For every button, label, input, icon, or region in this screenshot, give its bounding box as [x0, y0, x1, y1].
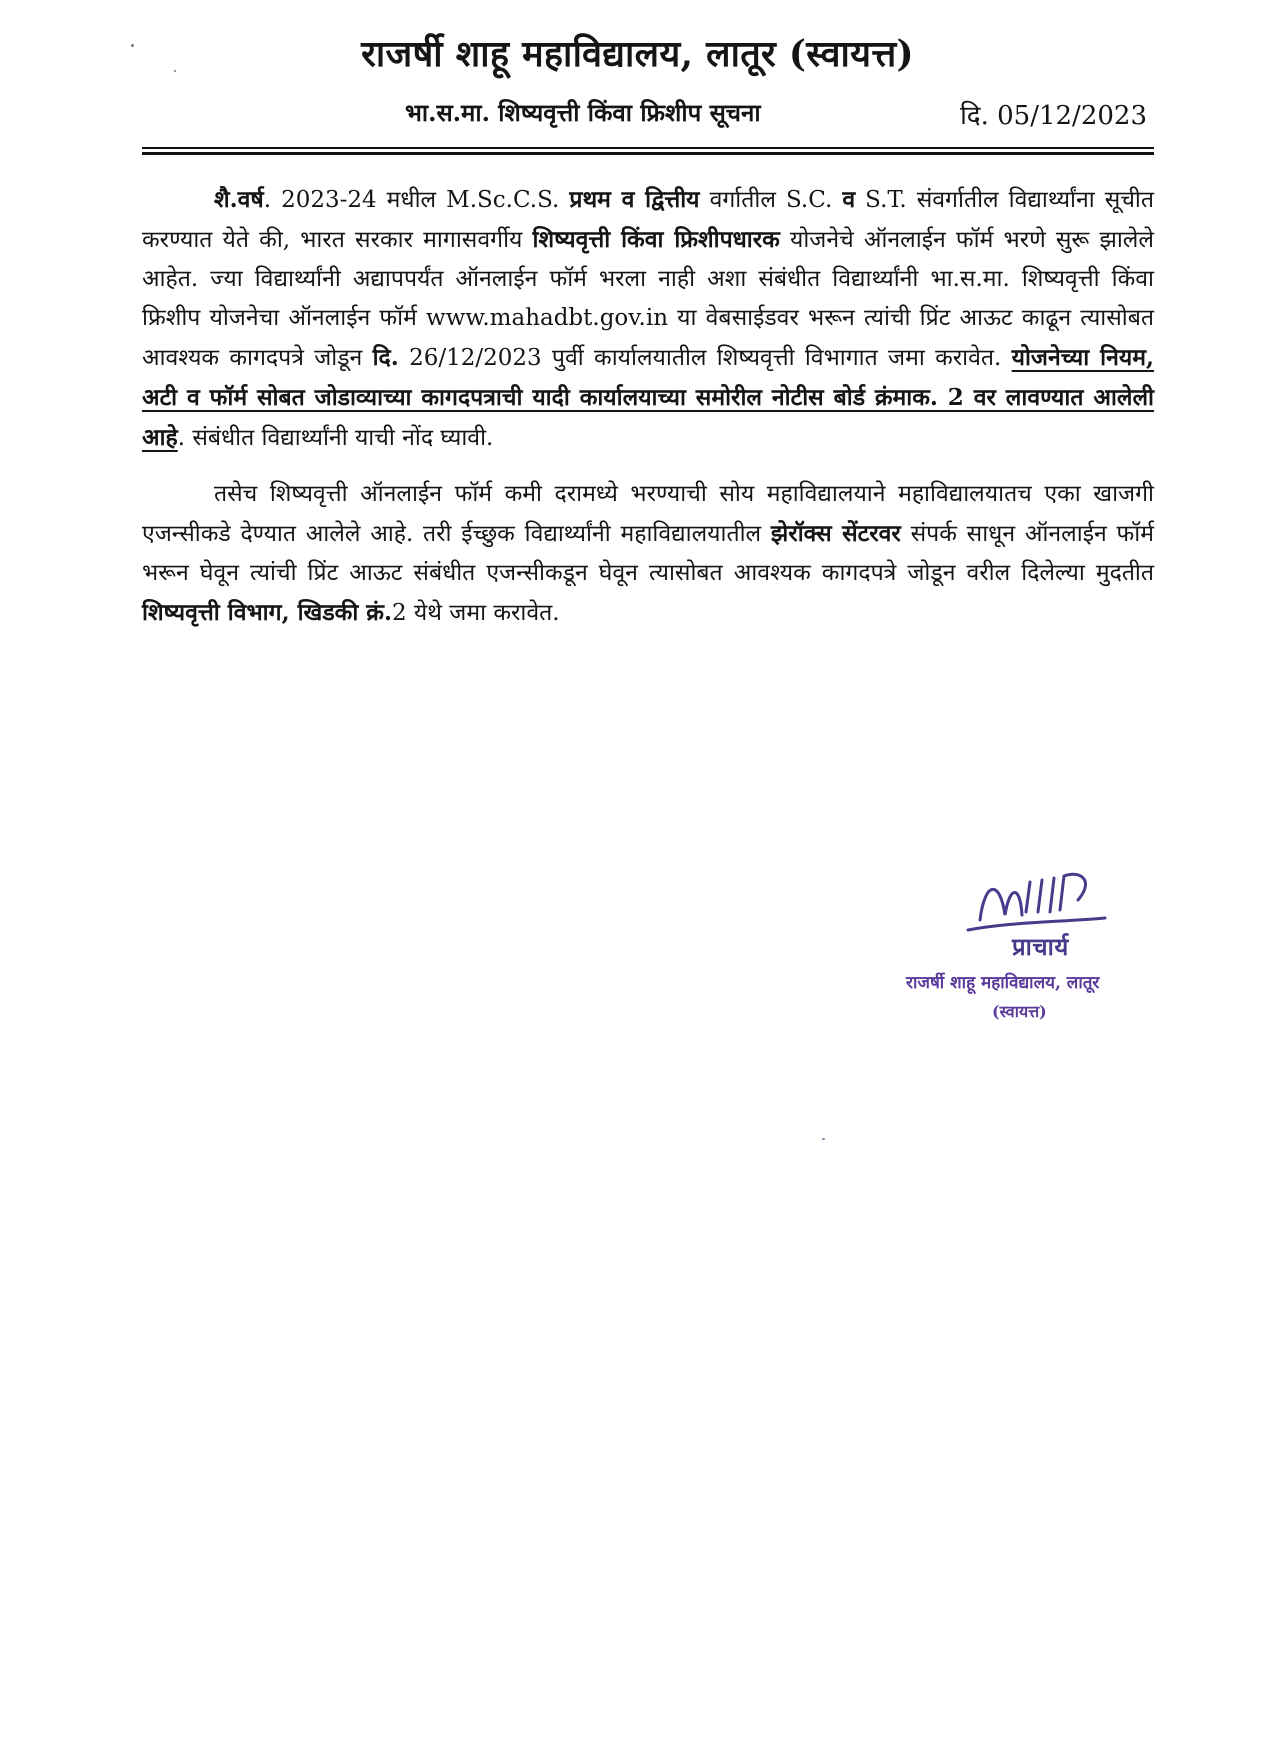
signature-status: (स्वायत्त) [992, 1002, 1047, 1021]
p1-text-4: योजनेचे ऑनलाईन फॉर्म भरणे सुरू झालेले आहेत. ज्या विद्यार्थ्यांनी अद्यापपर्यंत ऑनलाईन फॉर्म भरला नाही अशा संबंधीत विद्यार्थ्यांनी भा.स.मा. शिष्यवृत्ती किंवा फ्रिशीप योजनेचा ऑनलाईन फॉर्म www.mahadbt.gov.in या वेबसाईडवर भरून त्यांची प्रिंट आऊट काढून त्यासोबत आवश्यक कागदपत्रे जोडून [142, 227, 1154, 371]
xerox-center: झेरॉक्स सेंटरवर [770, 520, 901, 547]
p1-text-3: S.T. संवर्गातील विद्यार्थ्यांना सूचीत करण्यात येते की, भारत सरकार मागासवर्गीय [142, 187, 1154, 253]
principal-signature-block [900, 860, 1180, 1040]
p2-text-2: संपर्क साधून ऑनलाईन फॉर्म भरून घेवून त्यांची प्रिंट आऊट संबंधीत एजन्सीकडून घेवून त्यासोबत आवश्यक कागदपत्रे जोडून वरील दिलेल्या मुदतीत [142, 521, 1154, 586]
notice-body [142, 180, 1154, 650]
signature-scribble-icon [960, 860, 1110, 940]
p2-text-1: तसेच शिष्यवृत्ती ऑनलाईन फॉर्म कमी दरामध्ये भरण्याची सोय महाविद्यालयाने महाविद्यालयातच एका खाजगी एजन्सीकडे देण्यात आलेले आहे. तरी ईच्छुक विद्यार्थ्यांनी महाविद्यालयातील [142, 481, 1154, 547]
paragraph-2 [142, 475, 1154, 633]
document-title: राजर्षी शाहू महाविद्यालय, लातूर (स्वायत्त) [361, 33, 914, 75]
scholarship-window: शिष्यवृत्ती विभाग, खिडकी क्रं. [142, 599, 392, 626]
deadline-prefix: दि. [372, 344, 399, 371]
p2-text-3: 2 येथे जमा करावेत. [391, 600, 560, 626]
notice-date: दि. 05/12/2023 [960, 101, 1147, 131]
p1-text-1: . 2023-24 मधील M.Sc.C.S. [263, 187, 570, 213]
p1-text-2: वर्गातील S.C. [699, 187, 843, 213]
scan-speck [174, 70, 176, 72]
class-years: प्रथम व द्वित्तीय [569, 186, 700, 213]
p1-conjunction: व [842, 186, 856, 213]
academic-year-label: शै.वर्ष [214, 186, 264, 213]
paragraph-1 [142, 180, 1154, 458]
signature-institution: राजर्षी शाहू महाविद्यालय, लातूर [906, 973, 1100, 993]
signature-title: प्राचार्य [1012, 932, 1069, 961]
scheme-name: शिष्यवृत्ती किंवा फ्रिशीपधारक [532, 226, 780, 253]
notice-subtitle: भा.स.मा. शिष्यवृत्ती किंवा फ्रिशीप सूचना [405, 98, 761, 127]
header-divider-thin [142, 147, 1154, 149]
header-divider-thick [142, 152, 1154, 155]
p1-deadline-text: 26/12/2023 पुर्वी कार्यालयातील शिष्यवृत्ती विभागात जमा करावेत. [398, 345, 1012, 371]
scan-speck [822, 1138, 825, 1140]
notice-board-info: योजनेच्या नियम, अटी व फॉर्म सोबत जोडाव्याच्या कागदपत्राची यादी कार्यालयाच्या समोरील नोटीस बोर्ड क्रंमाक. 2 वर लावण्यात आलेली आहे [142, 344, 1154, 451]
scan-speck [131, 44, 134, 47]
p1-text-5: . संबंधीत विद्यार्थ्यांनी याची नोंद घ्यावी. [177, 425, 494, 451]
subtitle-line [0, 96, 1275, 136]
